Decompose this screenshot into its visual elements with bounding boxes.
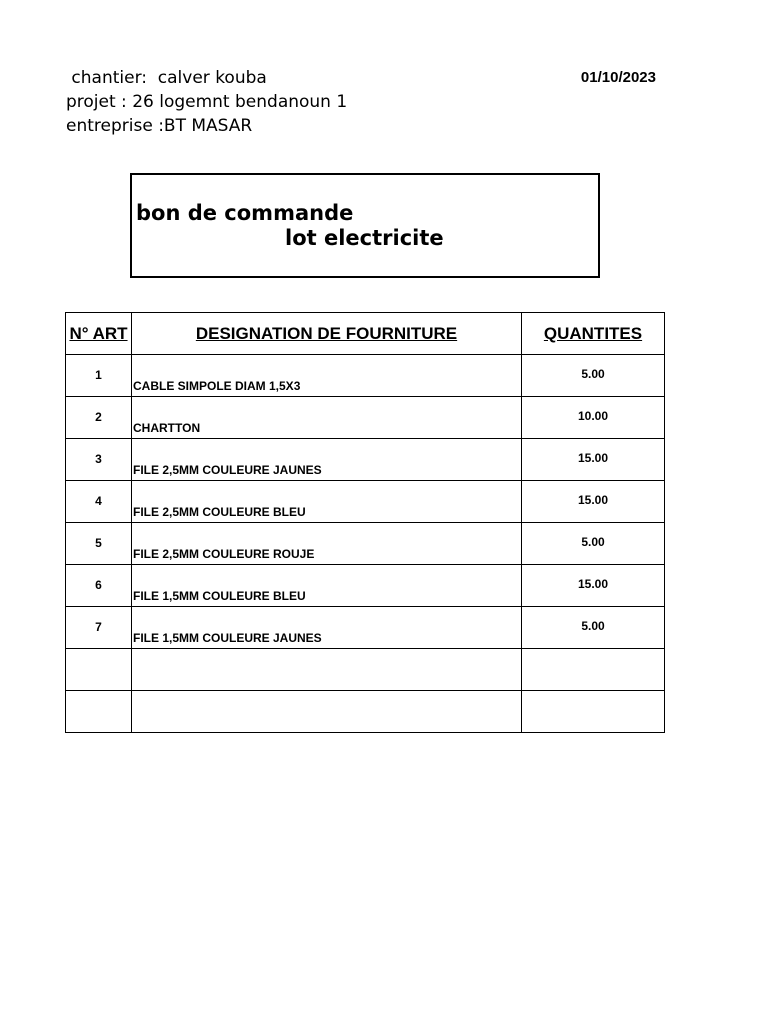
empty-cell	[522, 649, 665, 691]
table-row	[66, 565, 665, 607]
row-quantity: 15.00	[577, 577, 609, 591]
row-quantity-cell	[522, 481, 665, 523]
row-num: 5	[95, 536, 102, 550]
order-table	[65, 312, 665, 733]
entreprise-line: entreprise :BT MASAR	[66, 116, 253, 136]
row-designation: FILE 2,5MM COULEURE JAUNES	[133, 463, 322, 477]
row-num: 1	[95, 368, 102, 382]
row-designation-cell	[132, 355, 522, 397]
title-box	[130, 173, 600, 278]
empty-cell	[522, 691, 665, 733]
row-num: 2	[95, 410, 102, 424]
row-quantity-cell	[522, 439, 665, 481]
row-num-cell	[66, 607, 132, 649]
row-num-cell	[66, 565, 132, 607]
row-designation-cell	[132, 397, 522, 439]
row-quantity-cell	[522, 397, 665, 439]
row-quantity: 5.00	[581, 535, 605, 549]
col-header-quantity: QUANTITES	[522, 313, 665, 355]
row-designation-cell	[132, 523, 522, 565]
row-num-cell	[66, 397, 132, 439]
row-quantity-cell	[522, 607, 665, 649]
table-header-row	[66, 313, 665, 355]
row-designation: FILE 2,5MM COULEURE BLEU	[133, 505, 306, 519]
empty-table-row	[66, 649, 665, 691]
row-quantity: 10.00	[577, 409, 609, 423]
table-row	[66, 397, 665, 439]
empty-cell	[132, 691, 522, 733]
row-quantity: 15.00	[577, 493, 609, 507]
row-designation-cell	[132, 565, 522, 607]
col-header-designation: DESIGNATION DE FOURNITURE	[132, 313, 522, 355]
row-designation: FILE 2,5MM COULEURE ROUJE	[133, 547, 315, 561]
row-designation: CABLE SIMPOLE DIAM 1,5X3	[133, 379, 301, 393]
empty-cell	[66, 691, 132, 733]
row-num-cell	[66, 481, 132, 523]
empty-table-row	[66, 691, 665, 733]
table-row	[66, 607, 665, 649]
row-quantity-cell	[522, 523, 665, 565]
title-line-2: lot electricite	[285, 226, 444, 250]
projet-line: projet : 26 logemnt bendanoun 1	[66, 92, 348, 112]
row-num-cell	[66, 523, 132, 565]
row-num: 6	[95, 578, 102, 592]
table-row	[66, 481, 665, 523]
row-designation-cell	[132, 607, 522, 649]
row-num-cell	[66, 355, 132, 397]
row-quantity: 15.00	[577, 451, 609, 465]
empty-cell	[66, 649, 132, 691]
title-line-1: bon de commande	[136, 201, 354, 225]
row-num-cell	[66, 439, 132, 481]
table-row	[66, 355, 665, 397]
table-row	[66, 439, 665, 481]
row-num: 7	[95, 620, 102, 634]
row-designation: CHARTTON	[133, 421, 201, 435]
row-quantity-cell	[522, 565, 665, 607]
row-quantity: 5.00	[581, 367, 605, 381]
row-designation-cell	[132, 481, 522, 523]
row-num: 4	[95, 494, 102, 508]
row-designation: FILE 1,5MM COULEURE BLEU	[133, 589, 306, 603]
row-designation-cell	[132, 439, 522, 481]
empty-cell	[132, 649, 522, 691]
table-row	[66, 523, 665, 565]
chantier-line: chantier: calver kouba	[66, 68, 267, 88]
row-quantity-cell	[522, 355, 665, 397]
row-quantity: 5.00	[581, 619, 605, 633]
col-header-num: N° ART	[66, 313, 132, 355]
row-designation: FILE 1,5MM COULEURE JAUNES	[133, 631, 322, 645]
document-date: 01/10/2023	[580, 69, 656, 86]
row-num: 3	[95, 452, 102, 466]
